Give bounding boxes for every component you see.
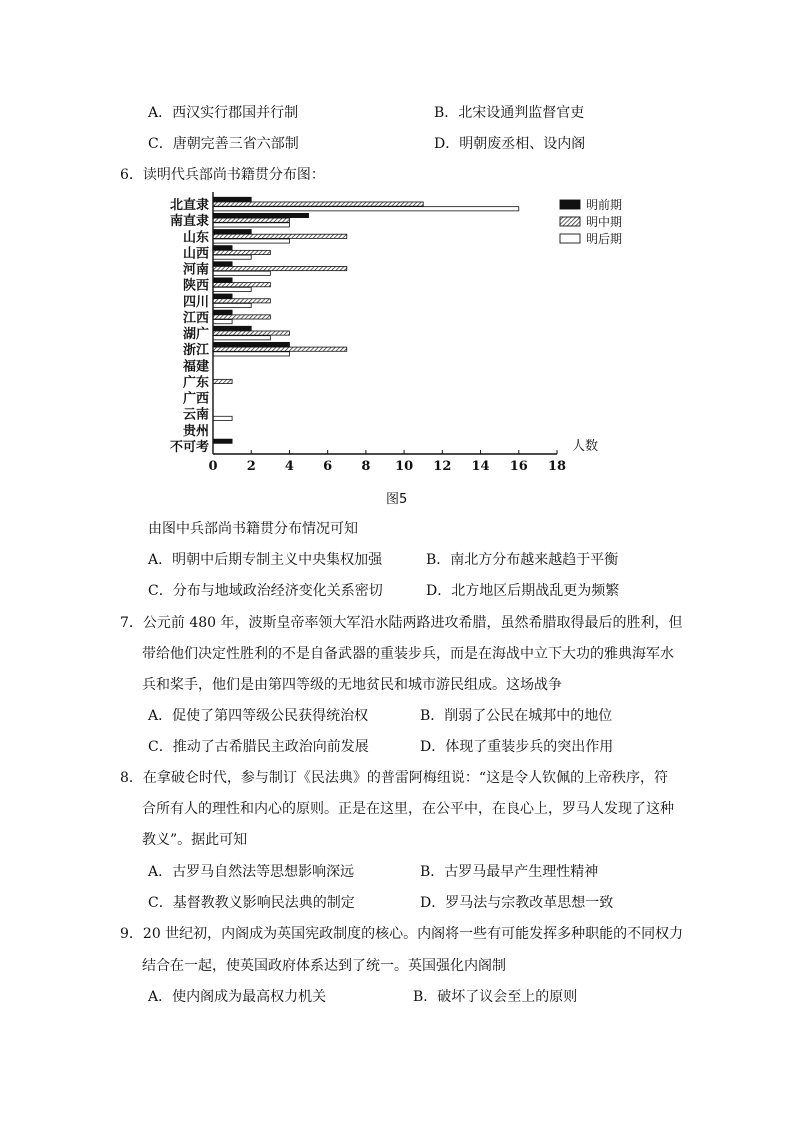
x-tick-label: 0 — [208, 459, 218, 474]
q7-option-a: A．促使了第四等级公民获得统治权 — [148, 708, 369, 724]
q7-option-b: B．削弱了公民在城邦中的地位 — [420, 708, 613, 724]
q9-stem-line-2: 结合在一起，使英国政府体系达到了统一。英国强化内阁制 — [142, 958, 506, 974]
q5-option-c: C．唐朝完善三省六部制 — [148, 136, 299, 152]
x-tick-label: 2 — [246, 459, 256, 474]
bar-不可考-明前期 — [213, 439, 232, 443]
legend-label: 明后期 — [586, 232, 623, 246]
bar-陕西-明后期 — [213, 287, 251, 291]
legend-label: 明前期 — [586, 198, 623, 212]
category-label: 江西 — [182, 310, 209, 326]
q7-option-d: D．体现了重装步兵的突出作用 — [420, 739, 614, 755]
bar-北直隶-明前期 — [213, 197, 251, 201]
q9-option-b: B．破坏了议会至上的原则 — [413, 989, 578, 1005]
q6-option-b: B．南北方分布越来越趋于平衡 — [426, 552, 619, 568]
bar-广东-明中期 — [213, 379, 232, 383]
legend-swatch-明后期 — [560, 234, 580, 243]
bar-河南-明后期 — [213, 271, 270, 275]
category-label: 湖广 — [182, 327, 209, 343]
legend-label: 明中期 — [586, 215, 623, 229]
x-tick-label: 8 — [361, 459, 371, 474]
q5-option-d: D．明朝废丞相、设内阁 — [434, 136, 586, 152]
category-label: 浙江 — [182, 343, 209, 359]
bar-河南-明前期 — [213, 262, 232, 266]
q6-stem: 6．读明代兵部尚书籍贯分布图： — [120, 167, 325, 183]
bar-chart — [0, 190, 794, 670]
category-label: 不可考 — [169, 439, 209, 455]
q5-option-a: A．西汉实行郡国并行制 — [148, 105, 299, 121]
bar-湖广-明后期 — [213, 336, 270, 340]
q8-option-b: B．古罗马最早产生理性精神 — [420, 864, 599, 880]
bar-南直隶-明中期 — [213, 218, 289, 222]
q6-option-a: A．明朝中后期专制主义中央集权加强 — [148, 552, 383, 568]
bar-陕西-明中期 — [213, 283, 270, 287]
category-label: 南直隶 — [169, 214, 209, 230]
q6-option-d: D．北方地区后期战乱更为频繁 — [426, 583, 620, 599]
category-label: 陕西 — [182, 278, 209, 294]
x-tick-label: 4 — [284, 459, 294, 474]
x-axis-label: 人数 — [572, 439, 599, 454]
q8-stem-line-1: 8．在拿破仑时代，参与制订《民法典》的普雷阿梅纽说：“这是令人钦佩的上帝秩序，符 — [120, 770, 669, 786]
bar-四川-明前期 — [213, 294, 232, 298]
bar-浙江-明中期 — [213, 347, 347, 351]
x-tick-label: 16 — [509, 459, 528, 474]
bar-江西-明中期 — [213, 315, 270, 319]
category-label: 山东 — [182, 230, 209, 246]
bar-浙江-明前期 — [213, 342, 289, 346]
bar-陕西-明前期 — [213, 278, 232, 282]
figure-caption: 图5 — [386, 492, 408, 507]
category-label: 山西 — [182, 246, 209, 262]
q7-stem-line-1: 7．公元前 480 年，波斯皇帝率领大军沿水陆两路进攻希腊，虽然希腊取得最后的胜利，但 — [120, 615, 683, 631]
x-tick-label: 12 — [433, 459, 452, 474]
q8-option-c: C．基督教教义影响民法典的制定 — [148, 895, 355, 911]
bar-四川-明中期 — [213, 299, 270, 303]
legend-swatch-明中期 — [560, 217, 580, 226]
bar-山西-明前期 — [213, 246, 232, 250]
bar-江西-明后期 — [213, 320, 232, 324]
x-tick-label: 14 — [471, 459, 490, 474]
q8-option-d: D．罗马法与宗教改革思想一致 — [420, 895, 614, 911]
category-label: 贵州 — [182, 423, 209, 439]
q6-option-c: C．分布与地域政治经济变化关系密切 — [148, 583, 383, 599]
q8-option-a: A．古罗马自然法等思想影响深远 — [148, 864, 355, 880]
category-label: 广西 — [182, 391, 209, 407]
category-label: 广东 — [182, 375, 209, 391]
q8-stem-line-2: 合所有人的理性和内心的原则。正是在这里，在公平中，在良心上，罗马人发现了这种 — [142, 801, 674, 817]
category-label: 云南 — [182, 407, 209, 423]
bar-湖广-明中期 — [213, 331, 289, 335]
bar-河南-明中期 — [213, 266, 347, 270]
bar-山东-明中期 — [213, 234, 347, 238]
bar-山西-明中期 — [213, 250, 270, 254]
category-label: 福建 — [182, 359, 209, 375]
x-tick-label: 6 — [323, 459, 333, 474]
q9-stem-line-1: 9．20 世纪初，内阁成为英国宪政制度的核心。内阁将一些有可能发挥多种职能的不同权力 — [120, 926, 684, 942]
bar-四川-明后期 — [213, 303, 251, 307]
bar-江西-明前期 — [213, 310, 232, 314]
bar-浙江-明后期 — [213, 352, 289, 356]
legend-swatch-明前期 — [560, 200, 580, 209]
q7-stem-line-3: 兵和桨手，他们是由第四等级的无地贫民和城市游民组成。这场战争 — [142, 677, 562, 693]
category-label: 北直隶 — [169, 198, 209, 214]
q6-lead: 由图中兵部尚书籍贯分布情况可知 — [148, 521, 358, 537]
bar-北直隶-明后期 — [213, 207, 519, 211]
q7-option-c: C．推动了古希腊民主政治向前发展 — [148, 739, 369, 755]
bar-云南-明后期 — [213, 416, 232, 420]
bar-山东-明后期 — [213, 239, 289, 243]
bar-山西-明后期 — [213, 255, 251, 259]
x-tick-label: 18 — [547, 459, 567, 474]
x-tick-label: 10 — [395, 459, 414, 474]
category-label: 河南 — [182, 262, 209, 278]
bar-湖广-明前期 — [213, 326, 251, 330]
bar-南直隶-明后期 — [213, 223, 289, 227]
category-label: 四川 — [182, 294, 209, 310]
q9-option-a: A．使内阁成为最高权力机关 — [148, 989, 327, 1005]
q7-stem-line-2: 带给他们决定性胜利的不是自备武器的重装步兵，而是在海战中立下大功的雅典海军水 — [142, 646, 674, 662]
bar-山东-明前期 — [213, 230, 251, 234]
bar-北直隶-明中期 — [213, 202, 423, 206]
q5-option-b: B．北宋设通判监督官吏 — [434, 105, 585, 121]
bar-南直隶-明前期 — [213, 213, 309, 217]
q8-stem-line-3: 教义”。据此可知 — [142, 832, 248, 848]
